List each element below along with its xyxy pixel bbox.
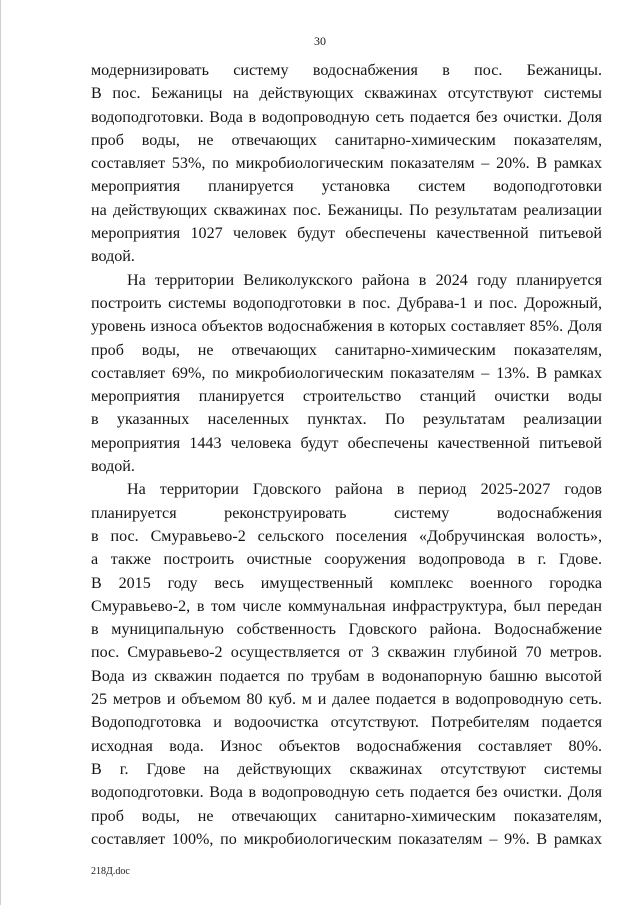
text-line: водой. [91,248,135,266]
text-line: На территории Великолукского района в 2024 году планируется [127,271,602,289]
text-line: водоподготовки. Вода в водопроводную сеть подается без очистки. Доля [91,108,602,126]
text-line: В пос. Бежаницы на действующих скважинах отсутствуют системы [91,85,602,103]
text-line: составляет 100%, по микробиологическим показателям – 9%. В рамках [91,830,602,848]
text-line: мероприятия планируется строительство станций очистки воды [91,388,602,406]
text-line: пос. Смуравьево-2 осуществляется от 3 скважин глубиной 70 метров. [91,644,602,662]
text-line: мероприятия 1443 человека будут обеспечены качественной питьевой [91,434,602,452]
text-line: водоподготовки. Вода в водопроводную сеть подается без очистки. Доля [91,784,602,802]
text-line: составляет 69%, по микробиологическим показателям – 13%. В рамках [91,364,602,382]
footer-filename: 218Д.doc [91,866,130,877]
text-line: модернизировать систему водоснабжения в пос. Бежаницы. [91,62,602,79]
text-line: планируется реконструировать систему водоснабжения [91,504,602,522]
text-line: уровень износа объектов водоснабжения в которых составляет 85%. Доля [91,318,602,336]
text-line: В г. Гдове на действующих скважинах отсутствуют системы [91,760,602,778]
paragraph-bezhanitsy-continued [91,59,602,269]
text-line: Вода из скважин подается по трубам в водонапорную башню высотой [91,667,602,685]
paragraph-gdovsky [91,478,602,851]
text-line: 25 метров и объемом 80 куб. м и далее подается в водопроводную сеть. [91,691,602,709]
page-number: 30 [314,34,326,48]
text-line: в муниципальную собственность Гдовского района. Водоснабжение [91,621,602,639]
text-line: исходная вода. Износ объектов водоснабжения составляет 80%. [91,737,602,755]
text-line: а также построить очистные сооружения водопровода в г. Гдове. [91,551,602,569]
paragraph-velikoluksky [91,269,602,479]
text-line: проб воды, не отвечающих санитарно-химическим показателям, [91,131,602,149]
text-line: в указанных населенных пунктах. По результатам реализации [91,411,602,429]
text-line: проб воды, не отвечающих санитарно-химическим показателям, [91,807,602,825]
text-line: В 2015 году весь имущественный комплекс военного городка [91,574,602,592]
text-line: построить системы водоподготовки в пос. Дубрава-1 и пос. Дорожный, [91,294,602,312]
text-line: проб воды, не отвечающих санитарно-химическим показателям, [91,341,602,359]
text-line: На территории Гдовского района в период 2025-2027 годов [127,481,602,499]
text-line: мероприятия 1027 человек будут обеспечены качественной питьевой [91,225,602,243]
text-line: водой. [91,458,135,476]
text-line: мероприятия планируется установка систем водоподготовки [91,178,602,196]
text-line: Водоподготовка и водоочистка отсутствуют. Потребителям подается [91,714,602,732]
text-line: составляет 53%, по микробиологическим показателям – 20%. В рамках [91,155,602,173]
text-line: в пос. Смуравьево-2 сельского поселения «Добручинская волость», [91,527,602,545]
text-line: Смуравьево-2, в том числе коммунальная инфраструктура, был передан [91,597,602,615]
body-text [91,59,602,851]
text-line: на действующих скважинах пос. Бежаницы. По результатам реализации [91,201,602,219]
